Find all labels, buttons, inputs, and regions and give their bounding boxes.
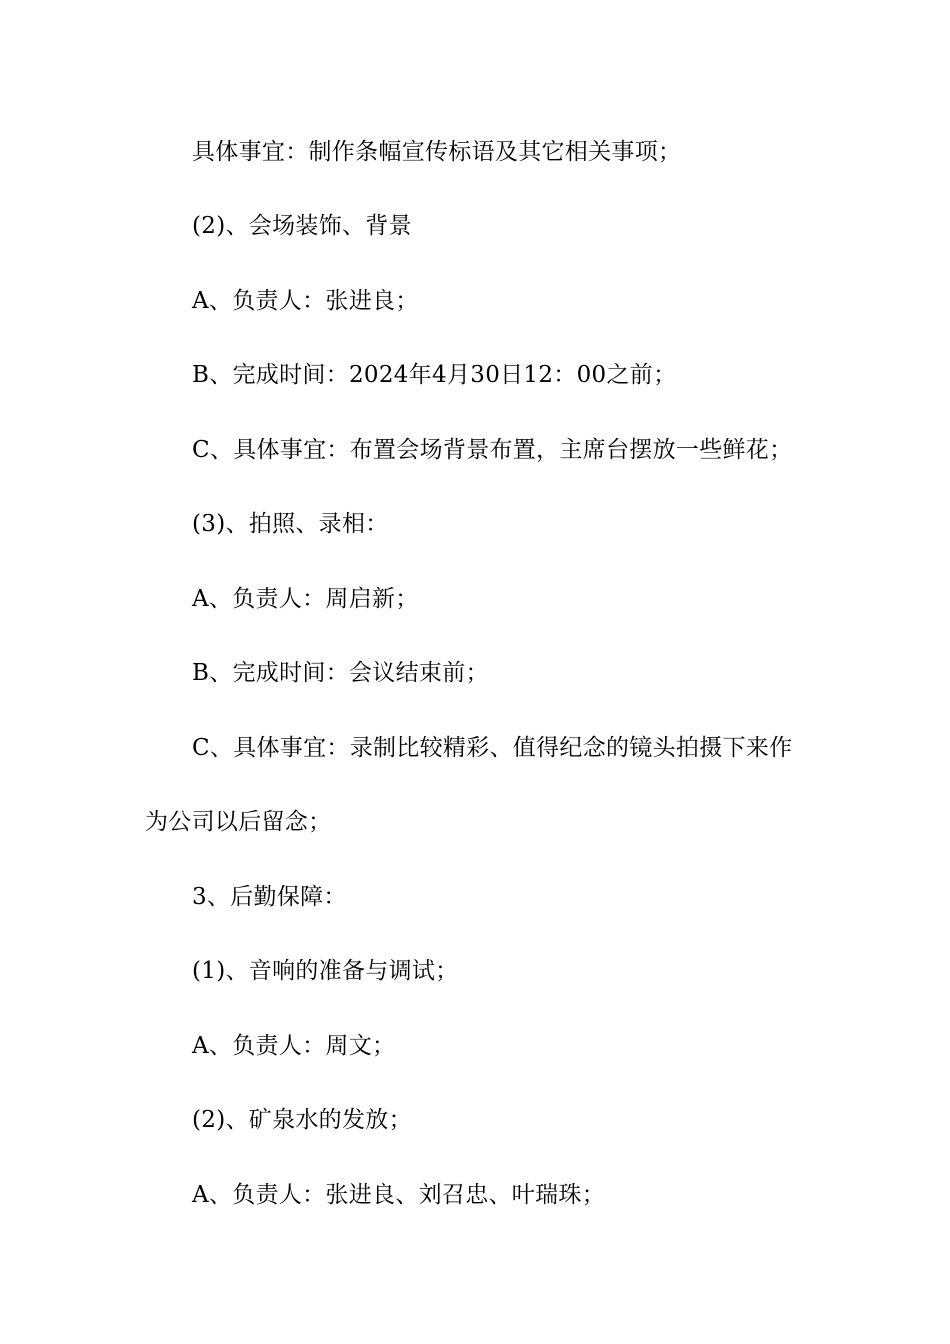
paragraph-line: A、负责人：张进良； — [192, 288, 419, 314]
paragraph-line: (2)、矿泉水的发放； — [192, 1107, 412, 1133]
paragraph-line: A、负责人：周启新； — [192, 586, 419, 612]
paragraph-line: A、负责人：张进良、刘召忠、叶瑞珠； — [192, 1182, 606, 1208]
paragraph-line: B、完成时间：会议结束前； — [192, 660, 489, 686]
paragraph-line: B、完成时间：2024年4月30日12：00之前； — [192, 362, 677, 388]
paragraph-line: C、具体事宜：录制比较精彩、值得纪念的镜头拍摄下来作 — [192, 735, 793, 761]
paragraph-line: (3)、拍照、录相： — [192, 511, 389, 537]
paragraph-line: 为公司以后留念； — [145, 809, 332, 835]
paragraph-line: (2)、会场装饰、背景 — [192, 213, 412, 239]
paragraph-line: 具体事宜：制作条幅宣传标语及其它相关事项； — [192, 139, 682, 165]
paragraph-line: 3、后勤保障： — [192, 884, 347, 910]
paragraph-line: (1)、音响的准备与调试； — [192, 958, 459, 984]
paragraph-line: C、具体事宜：布置会场背景布置，主席台摆放一些鲜花； — [192, 437, 793, 463]
paragraph-line: A、负责人：周文； — [192, 1033, 396, 1059]
